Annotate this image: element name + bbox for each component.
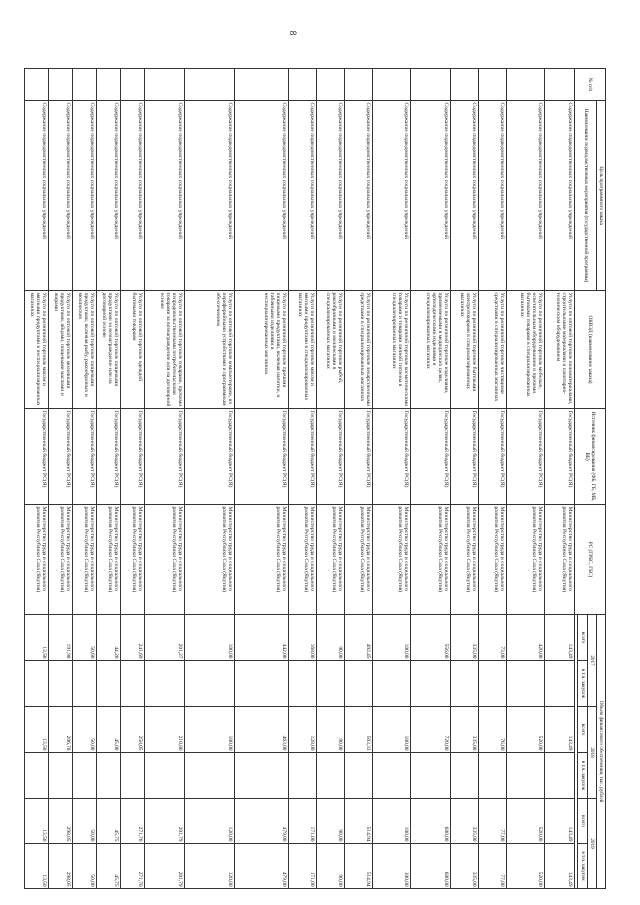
cell-grbs: Министерство труда и социального развития Республики Саха (Якутия) xyxy=(145,505,185,615)
cell-source: Государственный бюджет РС(Я) xyxy=(185,409,235,505)
cell-program-name: Содержание подведомственных социальных учреждений xyxy=(25,101,49,291)
header-incl-2018: в т.ч. закупок xyxy=(578,753,587,799)
cell-2017-total: 73,00 xyxy=(479,615,507,661)
cell-okved: Услуги по розничной торговле прочими пищевыми продуктами, включая напитки, и табачными изделиями в неспециализированных магазинах xyxy=(235,291,289,409)
cell-source: Государственный бюджет РС(Я) xyxy=(25,409,49,505)
cell-2018-total: 13,50 xyxy=(25,707,49,753)
table-row xyxy=(411,69,451,889)
cell-2019-incl: 90,00 xyxy=(317,844,345,889)
cell-2018-incl xyxy=(411,753,451,799)
cell-2019-total: 143,49 xyxy=(545,799,575,844)
cell-2019-incl: 100,00 xyxy=(373,844,411,889)
cell-okved: Услуги по розничной торговле рыбой, ракообразными и моллюсками в специализированных магазинах xyxy=(317,291,345,409)
cell-num xyxy=(73,69,97,101)
table-row xyxy=(345,69,373,889)
cell-2018-total: 210,80 xyxy=(145,707,185,753)
cell-grbs: Министерство труда и социального развития Республики Саха (Якутия) xyxy=(345,505,373,615)
cell-source: Государственный бюджет РС(Я) xyxy=(545,409,575,505)
cell-2017-total: 420,00 xyxy=(507,615,545,661)
cell-grbs: Министерство труда и социального развития Республики Саха (Якутия) xyxy=(185,505,235,615)
table-row xyxy=(507,69,545,889)
cell-2017-incl xyxy=(545,661,575,707)
cell-source: Государственный бюджет РС(Я) xyxy=(97,409,121,505)
cell-grbs: Министерство труда и социального развития Республики Саха (Якутия) xyxy=(97,505,121,615)
cell-source: Государственный бюджет РС(Я) xyxy=(145,409,185,505)
table-row xyxy=(73,69,97,889)
header-total-2018: всего xyxy=(578,707,587,753)
cell-num xyxy=(235,69,289,101)
cell-source: Государственный бюджет РС(Я) xyxy=(411,409,451,505)
cell-2018-incl xyxy=(507,753,545,799)
cell-program-name: Содержание подведомственных социальных учреждений xyxy=(345,101,373,291)
cell-2018-total: 143,49 xyxy=(545,707,575,753)
cell-2017-incl xyxy=(145,661,185,707)
cell-program-name: Содержание подведомственных социальных учреждений xyxy=(97,101,121,291)
cell-2019-total: 13,50 xyxy=(25,799,49,844)
cell-2017-incl xyxy=(345,661,373,707)
cell-program-name: Содержание подведомственных социальных учреждений xyxy=(317,101,345,291)
procurement-table xyxy=(24,68,606,889)
table-row xyxy=(451,69,479,889)
cell-program-name: Содержание подведомственных социальных учреждений xyxy=(185,101,235,291)
header-incl-2019: в т.ч. закупок xyxy=(578,844,587,889)
cell-2017-incl xyxy=(235,661,289,707)
cell-2019-total: 45,75 xyxy=(97,799,121,844)
table-header xyxy=(575,69,606,889)
cell-okved: Услуги по розничной торговле мясом и мясными продуктами в специализированных магазинах xyxy=(289,291,317,409)
cell-program-name: Содержание подведомственных социальных учреждений xyxy=(373,101,411,291)
cell-2018-total: 45,00 xyxy=(97,707,121,753)
header-grbs: РС (ГРБС, ГБС) xyxy=(575,505,606,615)
cell-2017-incl xyxy=(185,661,235,707)
cell-2017-total: 100,00 xyxy=(185,615,235,661)
cell-2019-incl: 171,00 xyxy=(289,844,317,889)
cell-2019-incl: 479,00 xyxy=(235,844,289,889)
document-table-container xyxy=(28,68,606,888)
cell-num xyxy=(317,69,345,101)
table-row xyxy=(373,69,411,889)
cell-source: Государственный бюджет РС(Я) xyxy=(49,409,73,505)
cell-2019-incl: 520,00 xyxy=(507,844,545,889)
cell-okved: Услуги по оптовой торговле пищевыми продуктами, включая рыбу, ракообразных и моллюсков xyxy=(73,291,97,409)
cell-source: Государственный бюджет РС(Я) xyxy=(373,409,411,505)
cell-2018-incl xyxy=(479,753,507,799)
table-row xyxy=(145,69,185,889)
cell-2017-total: 13,50 xyxy=(25,615,49,661)
cell-num xyxy=(49,69,73,101)
cell-2017-total: 335,00 xyxy=(451,615,479,661)
cell-2017-incl xyxy=(73,661,97,707)
cell-source: Государственный бюджет РС(Я) xyxy=(121,409,145,505)
cell-okved: Услуги по розничной торговле мебелью, осветительным оборудованием и прочими бытовыми товарами в специализированных магазинах xyxy=(507,291,545,409)
cell-okved: Услуги по розничной торговле косметическими товарами и товарами личной гигиены в специализированных магазинах xyxy=(373,291,411,409)
cell-grbs: Министерство труда и социального развития Республики Саха (Якутия) xyxy=(507,505,545,615)
cell-grbs: Министерство труда и социального развития Республики Саха (Якутия) xyxy=(545,505,575,615)
header-source: Источник финансирования (ФБ, ГБ, МБ, ВБ) xyxy=(575,409,606,505)
cell-grbs: Министерство труда и социального развития Республики Саха (Якутия) xyxy=(49,505,73,615)
table-row xyxy=(185,69,235,889)
cell-2019-incl: 143,49 xyxy=(545,844,575,889)
cell-okved: Услуги по оптовой торговле пиломатериалами, строительными материалами и санитарно-техническим оборудованием xyxy=(545,291,575,409)
cell-2019-total: 77,00 xyxy=(479,799,507,844)
cell-2019-total: 201,79 xyxy=(145,799,185,844)
cell-program-name: Содержание подведомственных социальных учреждений xyxy=(73,101,97,291)
cell-okved: Услуги по оптовой торговле одеждой бытовыми товарами xyxy=(121,291,145,409)
header-2019: 2019 xyxy=(587,799,596,889)
cell-2018-incl xyxy=(73,753,97,799)
cell-program-name: Содержание подведомственных социальных учреждений xyxy=(235,101,289,291)
cell-2018-incl xyxy=(373,753,411,799)
cell-num xyxy=(185,69,235,101)
cell-2017-total: 492,45 xyxy=(345,615,373,661)
cell-num xyxy=(121,69,145,101)
cell-program-name: Содержание подведомственных социальных учреждений xyxy=(121,101,145,291)
cell-source: Государственный бюджет РС(Я) xyxy=(479,409,507,505)
cell-source: Государственный бюджет РС(Я) xyxy=(345,409,373,505)
cell-2018-total: 100,00 xyxy=(373,707,411,753)
cell-2018-incl xyxy=(97,753,121,799)
table-body xyxy=(25,69,575,889)
cell-2017-incl xyxy=(289,661,317,707)
cell-2018-total: 503,33 xyxy=(345,707,373,753)
cell-2017-total: 100,00 xyxy=(373,615,411,661)
cell-2018-incl xyxy=(185,753,235,799)
table-row xyxy=(317,69,345,889)
cell-2018-total: 50,00 xyxy=(73,707,97,753)
cell-2018-total: 520,00 xyxy=(507,707,545,753)
cell-2018-incl xyxy=(545,753,575,799)
cell-program-name: Содержание подведомственных социальных учреждений xyxy=(507,101,545,291)
cell-2019-total: 50,00 xyxy=(73,799,97,844)
cell-2017-incl xyxy=(479,661,507,707)
table-row xyxy=(121,69,145,889)
cell-okved: Услуги по оптовой торговле пищевыми продуктами за вознаграждение или на договорной основе xyxy=(97,291,121,409)
header-num: № п/п xyxy=(575,69,606,101)
cell-2019-total: 520,00 xyxy=(507,799,545,844)
header-total-2017: всего xyxy=(578,615,587,661)
cell-2018-total: 128,00 xyxy=(289,707,317,753)
cell-num xyxy=(373,69,411,101)
table-row xyxy=(289,69,317,889)
cell-grbs: Министерство труда и социального развития Республики Саха (Якутия) xyxy=(289,505,317,615)
cell-okved: Услуги по розничной торговле изделиями, применяемыми в медицинских целях, ортопедическими изделиями в специализированных магазинах xyxy=(411,291,451,409)
cell-okved: Услуги по оптовой торговле компьютерами, их периферийными устройствами и программным обеспечением xyxy=(185,291,235,409)
cell-num xyxy=(479,69,507,101)
cell-2018-incl xyxy=(345,753,373,799)
cell-okved: Услуги по оптовой торговле молочными продуктами, яйцами, пищевыми маслами и жирами xyxy=(49,291,73,409)
cell-grbs: Министерство труда и социального развития Республики Саха (Якутия) xyxy=(73,505,97,615)
cell-2019-incl: 120,00 xyxy=(185,844,235,889)
cell-2017-incl xyxy=(317,661,345,707)
cell-num xyxy=(25,69,49,101)
cell-2018-total: 258,05 xyxy=(121,707,145,753)
cell-program-name: Содержание подведомственных социальных учреждений xyxy=(49,101,73,291)
cell-source: Государственный бюджет РС(Я) xyxy=(317,409,345,505)
cell-program-name: Содержание подведомственных социальных учреждений xyxy=(479,101,507,291)
cell-2018-total: 100,00 xyxy=(185,707,235,753)
cell-2019-incl: 201,79 xyxy=(145,844,185,889)
cell-num xyxy=(507,69,545,101)
cell-2017-total: 191,98 xyxy=(49,615,73,661)
cell-2018-incl xyxy=(121,753,145,799)
header-2018: 2018 xyxy=(587,707,596,799)
cell-2018-incl xyxy=(289,753,317,799)
cell-grbs: Министерство труда и социального развития Республики Саха (Якутия) xyxy=(451,505,479,615)
cell-source: Государственный бюджет РС(Я) xyxy=(451,409,479,505)
cell-2019-total: 90,00 xyxy=(317,799,345,844)
cell-2019-incl: 514,94 xyxy=(345,844,373,889)
cell-2019-total: 120,00 xyxy=(185,799,235,844)
cell-2017-incl xyxy=(97,661,121,707)
cell-2018-total: 76,00 xyxy=(479,707,507,753)
cell-num xyxy=(145,69,185,101)
cell-2017-total: 44,20 xyxy=(97,615,121,661)
cell-2017-total: 50,60 xyxy=(73,615,97,661)
cell-2019-total: 100,00 xyxy=(373,799,411,844)
table-row xyxy=(49,69,73,889)
cell-2019-total: 479,00 xyxy=(235,799,289,844)
cell-grbs: Министерство труда и социального развития Республики Саха (Якутия) xyxy=(25,505,49,615)
cell-grbs: Министерство труда и социального развития Республики Саха (Якутия) xyxy=(121,505,145,615)
cell-2019-total: 514,94 xyxy=(345,799,373,844)
cell-2017-incl xyxy=(25,661,49,707)
cell-2019-total: 271,70 xyxy=(121,799,145,844)
cell-okved: Услуги по розничной торговле лекарственными средствами в специализированных магазинах xyxy=(345,291,373,409)
cell-2017-total: 168,00 xyxy=(289,615,317,661)
cell-2018-incl xyxy=(451,753,479,799)
header-goal-name: Наименование подведомственных мероприятия (государственной программы) xyxy=(575,101,596,291)
table-row xyxy=(479,69,507,889)
cell-num xyxy=(345,69,373,101)
cell-2018-incl xyxy=(235,753,289,799)
cell-2019-incl: 45,75 xyxy=(97,844,121,889)
cell-2019-incl: 13,50 xyxy=(25,844,49,889)
cell-num xyxy=(411,69,451,101)
cell-2019-total: 298,05 xyxy=(49,799,73,844)
cell-grbs: Министерство труда и социального развития Республики Саха (Якутия) xyxy=(411,505,451,615)
cell-2017-incl xyxy=(411,661,451,707)
cell-2017-total: 442,00 xyxy=(235,615,289,661)
cell-2019-incl: 335,00 xyxy=(451,844,479,889)
cell-2019-incl: 271,70 xyxy=(121,844,145,889)
cell-2018-total: 90,00 xyxy=(317,707,345,753)
cell-grbs: Министерство труда и социального развития Республики Саха (Якутия) xyxy=(317,505,345,615)
cell-2018-incl xyxy=(49,753,73,799)
cell-2017-total: 90,00 xyxy=(317,615,345,661)
cell-2019-incl: 680,00 xyxy=(411,844,451,889)
cell-okved: Услуги по оптовой торговле товарами, прочими непродовольственными потребительскими товарами за вознаграждение или на договорной основе xyxy=(145,291,185,409)
cell-grbs: Министерство труда и социального развития Республики Саха (Якутия) xyxy=(373,505,411,615)
cell-grbs: Министерство труда и социального развития Республики Саха (Якутия) xyxy=(235,505,289,615)
header-incl-2017: в т.ч. закупок xyxy=(578,661,587,707)
cell-2019-total: 335,00 xyxy=(451,799,479,844)
cell-num xyxy=(451,69,479,101)
cell-2018-incl xyxy=(25,753,49,799)
cell-2017-incl xyxy=(451,661,479,707)
cell-num xyxy=(545,69,575,101)
cell-source: Государственный бюджет РС(Я) xyxy=(289,409,317,505)
cell-num xyxy=(97,69,121,101)
cell-source: Государственный бюджет РС(Я) xyxy=(235,409,289,505)
rotated-page-area xyxy=(28,68,606,888)
cell-program-name: Содержание подведомственных социальных учреждений xyxy=(145,101,185,291)
cell-2019-total: 171,00 xyxy=(289,799,317,844)
cell-2017-total: 143,49 xyxy=(545,615,575,661)
table-row xyxy=(235,69,289,889)
cell-2017-incl xyxy=(507,661,545,707)
header-goal-group: Цель программного заказа xyxy=(596,101,605,291)
cell-grbs: Министерство труда и социального развития Республики Саха (Якутия) xyxy=(479,505,507,615)
cell-num xyxy=(289,69,317,101)
header-total-2019: всего xyxy=(578,799,587,844)
cell-okved: Услуги по розничной торговле мясом и мясными продуктами в неспециализированных магазинах xyxy=(25,291,49,409)
cell-2019-incl: 50,00 xyxy=(73,844,97,889)
page-number: 8 xyxy=(288,30,298,36)
cell-2017-incl xyxy=(373,661,411,707)
cell-2017-total: 241,69 xyxy=(121,615,145,661)
cell-2019-incl: 298,05 xyxy=(49,844,73,889)
table-row xyxy=(545,69,575,889)
cell-program-name: Содержание подведомственных социальных учреждений xyxy=(411,101,451,291)
cell-2018-total: 463,00 xyxy=(235,707,289,753)
cell-2018-incl xyxy=(145,753,185,799)
cell-2018-total: 720,00 xyxy=(411,707,451,753)
cell-source: Государственный бюджет РС(Я) xyxy=(507,409,545,505)
cell-source: Государственный бюджет РС(Я) xyxy=(73,409,97,505)
cell-okved: Услуги по розничной торговле бытовыми электротоварами в специализированных магазинах xyxy=(451,291,479,409)
header-okved: ОКВЭД (наименование заказа) xyxy=(575,291,606,409)
cell-2017-incl xyxy=(121,661,145,707)
cell-2018-total: 335,00 xyxy=(451,707,479,753)
cell-okved: Услуги по розничной торговле чистящими средствами в специализированных магазинах xyxy=(479,291,507,409)
table-row xyxy=(97,69,121,889)
table-row xyxy=(25,69,49,889)
header-2017: 2017 xyxy=(587,615,596,707)
cell-program-name: Содержание подведомственных социальных учреждений xyxy=(289,101,317,291)
cell-program-name: Содержание подведомственных социальных учреждений xyxy=(451,101,479,291)
cell-2019-incl: 77,00 xyxy=(479,844,507,889)
cell-2017-incl xyxy=(49,661,73,707)
header-finance: Объем финансового обеспечения, тыс. рублей xyxy=(596,615,605,889)
cell-2018-total: 206,78 xyxy=(49,707,73,753)
cell-2017-total: 556,00 xyxy=(411,615,451,661)
cell-2019-total: 680,00 xyxy=(411,799,451,844)
cell-2018-incl xyxy=(317,753,345,799)
cell-program-name: Содержание подведомственных социальных учреждений xyxy=(545,101,575,291)
cell-2017-total: 201,27 xyxy=(145,615,185,661)
